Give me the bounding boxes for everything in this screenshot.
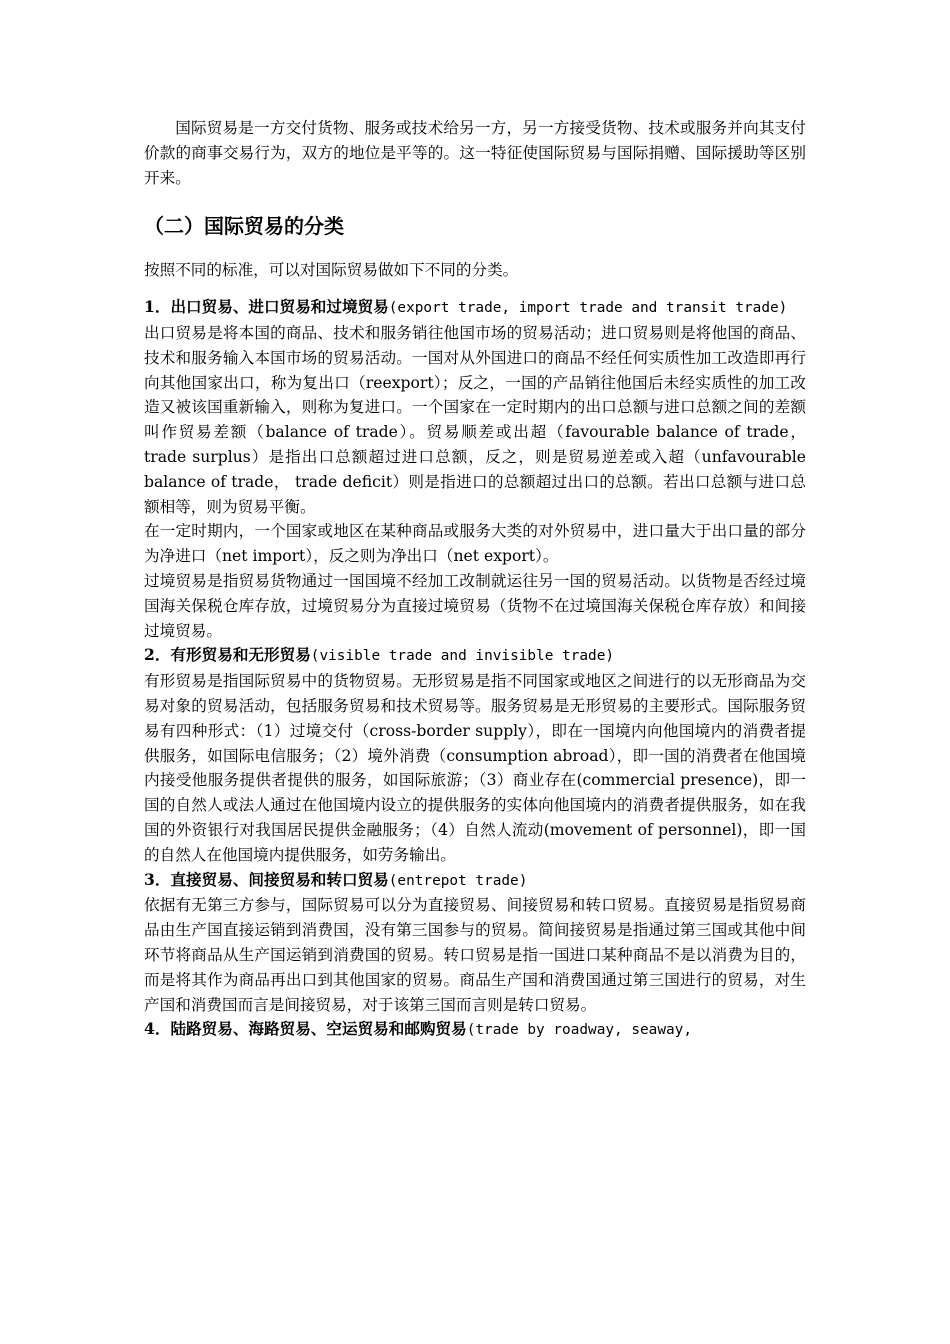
item-paragraph: 在一定时期内，一个国家或地区在某种商品或服务大类的对外贸易中，进口量大于出口量的部分为净进口（net import），反之则为净出口（net export）。 xyxy=(144,522,806,566)
document-body xyxy=(144,116,806,1043)
section-intro: 按照不同的标准，可以对国际贸易做如下不同的分类。 xyxy=(144,261,519,280)
item-heading xyxy=(144,643,806,669)
intro-paragraph: 国际贸易是一方交付货物、服务或技术给另一方，另一方接受货物、技术或服务并向其支付价款的商事交易行为，双方的地位是平等的。这一特征使国际贸易与国际捐赠、国际援助等区别开来。 xyxy=(144,119,806,187)
item-title: 1．出口贸易、进口贸易和过境贸易 xyxy=(144,297,389,317)
item-paragraph: 过境贸易是指贸易货物通过一国国境不经加工改制就运往另一国的贸易活动。以货物是否经过境国海关保税仓库存放，过境贸易分为直接过境贸易（货物不在过境国海关保税仓库存放）和间接过境贸易。 xyxy=(144,571,806,640)
item-english: (entrepot trade) xyxy=(388,872,528,889)
item-english: (visible trade and invisible trade) xyxy=(310,648,615,665)
item-english: (trade by roadway, seaway, xyxy=(466,1022,692,1039)
item-heading xyxy=(144,868,806,894)
item-paragraph: 有形贸易是指国际贸易中的货物贸易。无形贸易是指不同国家或地区之间进行的以无形商品为交易对象的贸易活动，包括服务贸易和技术贸易等。服务贸易是无形贸易的主要形式。国际服务贸易有四种形式：（1）过境交付（cross-border supply），即在一国境内向他国境内的消费者提供服务，如国际电信服务；（2）境外消费（consumption abroad），即一国的消费者在他国境内接受他服务提供者提供的服务，如国际旅游；（3）商业存在(commercial presence)，即一国的自然人或法人通过在他国境内设立的提供服务的实体向他国境内的消费者提供服务，如在我国的外资银行对我国居民提供金融服务；（4）自然人流动(movement of personnel)，即一国的自然人在他国境内提供服务，如劳务输出。 xyxy=(144,672,806,864)
item-title: 2．有形贸易和无形贸易 xyxy=(144,645,311,665)
item-paragraph: 依据有无第三方参与，国际贸易可以分为直接贸易、间接贸易和转口贸易。直接贸易是指贸易商品由生产国直接运销到消费国，没有第三国参与的贸易。简间接贸易是指通过第三国或其他中间环节将商品从生产国运销到消费国的贸易。转口贸易是指一国进口某种商品不是以消费为目的，而是将其作为商品再出口到其他国家的贸易。商品生产国和消费国通过第三国进行的贸易，对生产国和消费国而言是间接贸易，对于该第三国而言则是转口贸易。 xyxy=(144,896,806,1014)
item-heading xyxy=(144,295,806,321)
section-heading: （二）国际贸易的分类 xyxy=(144,214,344,239)
item-english: (export trade, import trade and transit trade) xyxy=(388,300,788,317)
item-paragraph: 出口贸易是将本国的商品、技术和服务销往他国市场的贸易活动；进口贸易则是将他国的商品、技术和服务输入本国市场的贸易活动。一国对从外国进口的商品不经任何实质性加工改造即再行向其他国家出口，称为复出口（reexport）；反之，一国的产品销往他国后未经实质性的加工改造又被该国重新输入，则称为复进口。一个国家在一定时期内的出口总额与进口总额之间的差额叫作贸易差额（balance of trade）。贸易顺差或出超（favourable balance of trade， trade surplus）是指出口总额超过进口总额，反之，则是贸易逆差或入超（unfavourable balance of trade， trade deficit）则是指进口的总额超过出口的总额。若出口总额与进口总额相等，则为贸易平衡。 xyxy=(144,323,806,516)
item-heading xyxy=(144,1017,806,1043)
item-title: 3．直接贸易、间接贸易和转口贸易 xyxy=(144,869,389,889)
item-title: 4．陆路贸易、海路贸易、空运贸易和邮购贸易 xyxy=(144,1019,467,1039)
